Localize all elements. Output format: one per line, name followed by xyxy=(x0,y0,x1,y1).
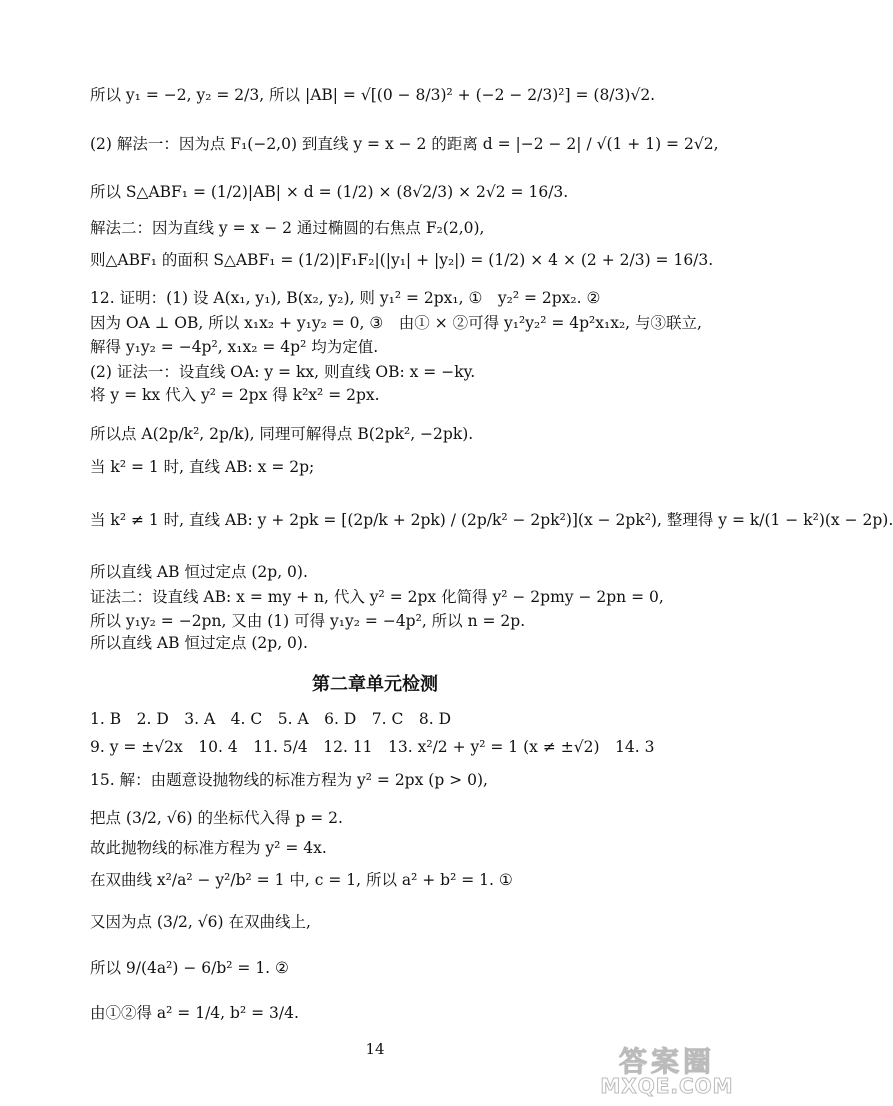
answer-line: 又因为点 (3/2, √6) 在双曲线上, xyxy=(90,913,311,931)
watermark-en: MXQE.COM xyxy=(600,1074,734,1098)
text-line: 所以点 A(2p/k², 2p/k), 同理可解得点 B(2pk², −2pk). xyxy=(90,425,474,443)
answer-line: 15. 解：由题意设抛物线的标准方程为 y² = 2px (p > 0), xyxy=(90,771,488,789)
answer-line: 所以 9/(4a²) − 6/b² = 1. ② xyxy=(90,959,289,977)
answer-line: 9. y = ±√2x 10. 4 11. 5/4 12. 11 13. x²/2 + y² = 1 (x ≠ ±√2) 14. 3 xyxy=(90,738,655,756)
text-line: (2) 解法一：因为点 F₁(−2,0) 到直线 y = x − 2 的距离 d = |−2 − 2| / √(1 + 1) = 2√2, xyxy=(90,135,719,153)
page-number: 14 xyxy=(365,1040,385,1058)
text-line: 当 k² = 1 时, 直线 AB: x = 2p; xyxy=(90,458,315,476)
answer-line: 1. B 2. D 3. A 4. C 5. A 6. D 7. C 8. D xyxy=(90,710,452,728)
watermark-logo xyxy=(592,1040,742,1100)
text-line: 当 k² ≠ 1 时, 直线 AB: y + 2pk = [(2p/k + 2pk) / (2p/k² − 2pk²)](x − 2pk²), 整理得 y = k/(1 − k²)(x − 2p). xyxy=(90,511,893,529)
watermark-cn: 答案圈 xyxy=(618,1045,715,1078)
answer-line: 由①②得 a² = 1/4, b² = 3/4. xyxy=(90,1004,299,1022)
text-line: 解得 y₁y₂ = −4p², x₁x₂ = 4p² 均为定值. xyxy=(90,338,379,356)
text-line: 所以直线 AB 恒过定点 (2p, 0). xyxy=(90,563,308,581)
text-line: 解法二：因为直线 y = x − 2 通过椭圆的右焦点 F₂(2,0), xyxy=(90,219,485,237)
text-line: 证法二：设直线 AB: x = my + n, 代入 y² = 2px 化简得 y² − 2pmy − 2pn = 0, xyxy=(90,588,664,606)
text-line: 将 y = kx 代入 y² = 2px 得 k²x² = 2px. xyxy=(90,386,380,404)
text-line: 所以直线 AB 恒过定点 (2p, 0). xyxy=(90,634,308,652)
text-line: 所以 y₁ = −2, y₂ = 2/3, 所以 |AB| = √[(0 − 8/3)² + (−2 − 2/3)²] = (8/3)√2. xyxy=(90,86,656,104)
text-line: 所以 y₁y₂ = −2pn, 又由 (1) 可得 y₁y₂ = −4p², 所以 n = 2p. xyxy=(90,612,526,630)
text-line: 因为 OA ⊥ OB, 所以 x₁x₂ + y₁y₂ = 0, ③ 由① × ②可得 y₁²y₂² = 4p²x₁x₂, 与③联立, xyxy=(90,314,702,332)
text-line: 所以 S△ABF₁ = (1/2)|AB| × d = (1/2) × (8√2/3) × 2√2 = 16/3. xyxy=(90,183,569,201)
answer-line: 把点 (3/2, √6) 的坐标代入得 p = 2. xyxy=(90,809,343,827)
answer-line: 在双曲线 x²/a² − y²/b² = 1 中, c = 1, 所以 a² + b² = 1. ① xyxy=(90,871,513,889)
text-line: 12. 证明：(1) 设 A(x₁, y₁), B(x₂, y₂), 则 y₁² = 2px₁, ① y₂² = 2px₂. ② xyxy=(90,289,601,307)
section-heading: 第二章单元检测 xyxy=(312,674,438,695)
answer-line: 故此抛物线的标准方程为 y² = 4x. xyxy=(90,839,327,857)
text-line: 则△ABF₁ 的面积 S△ABF₁ = (1/2)|F₁F₂|(|y₁| + |y₂|) = (1/2) × 4 × (2 + 2/3) = 16/3. xyxy=(90,251,714,269)
text-line: (2) 证法一：设直线 OA: y = kx, 则直线 OB: x = −ky. xyxy=(90,363,476,381)
